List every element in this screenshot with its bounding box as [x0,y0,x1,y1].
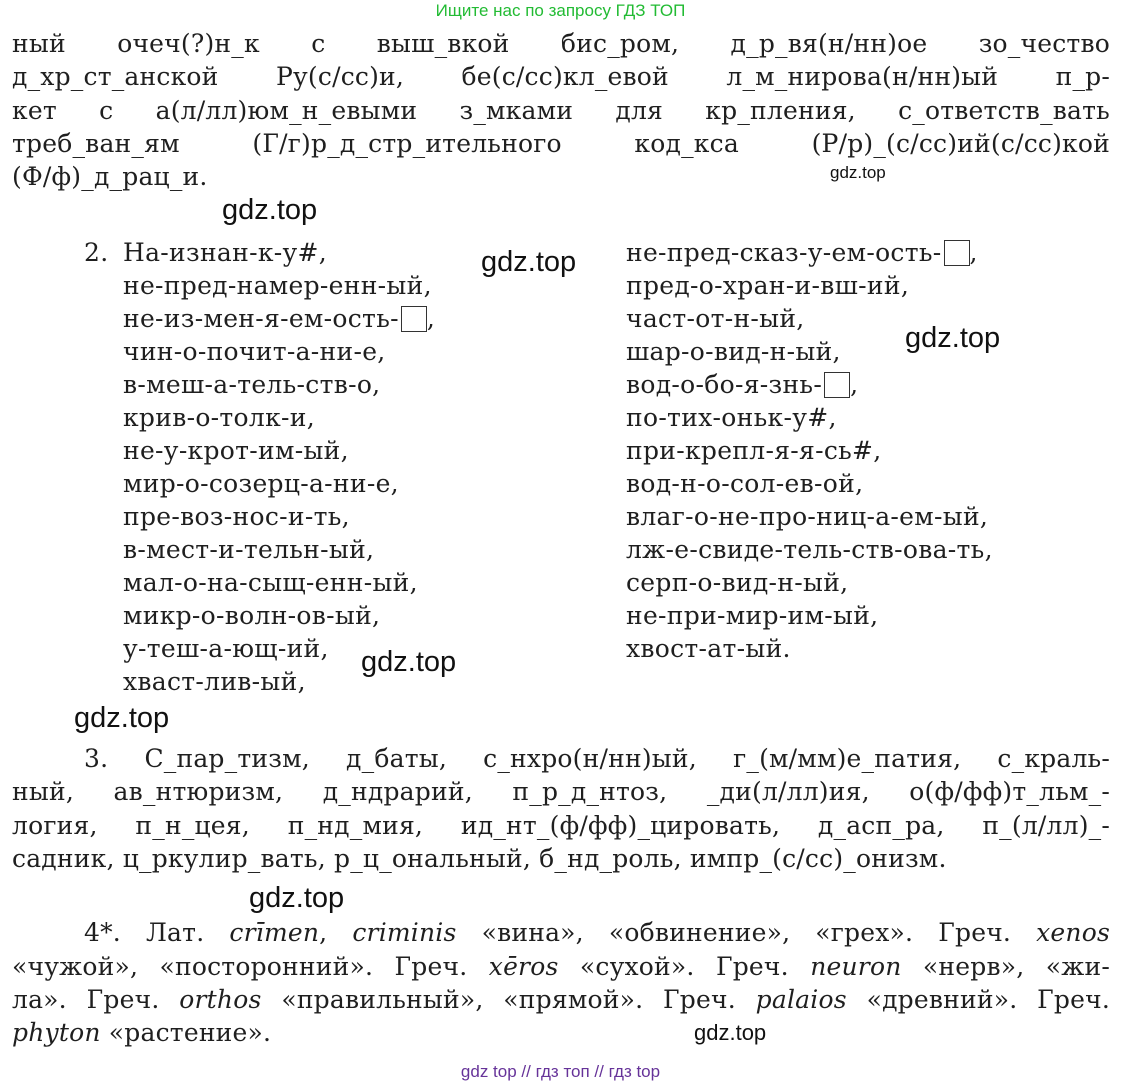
watermark: gdz.top [905,322,1001,354]
list-item: при-крепл-я-я-сь#, [626,436,882,465]
list-item: влаг-о-не-про-ниц-а-ем-ый, [626,502,989,531]
list-item: у-теш-а-ющ-ий, [123,634,329,663]
list-item: чин-о-почит-а-ни-е, [123,337,386,366]
task3-line-4: садник, ц_ркулир_вать, р_ц_ональный, б_нд_роль, импр_(с/сс)_онизм. [12,844,947,873]
task4-line-1: 4*. Лат. crīmen, criminis «вина», «обвинение», «грех». Греч. xenos [84,918,1111,947]
list-item: част-от-н-ый, [626,304,805,333]
empty-box-icon [401,306,427,332]
list-item: пре-воз-нос-и-ть, [123,502,350,531]
intro-line-1: ный очеч(?)н_к с выш_вкой бис_ром, д_р_вя(н/нн)ое зо_чество [12,29,1110,58]
intro-line-4: треб_ван_ям (Г/г)р_д_стр_ительного код_кса (Р/р)_(с/сс)ий(с/сс)кой [12,129,1110,158]
list-item: вод-н-о-сол-ев-ой, [626,469,864,498]
task4-line-3: ла». Греч. orthos «правильный», «прямой». Греч. palaios «древний». Греч. [12,985,1110,1014]
list-item: пред-о-хран-и-вш-ий, [626,271,910,300]
intro-line-3: кет с а(л/лл)юм_н_евыми з_мками для кр_пления, с_ответств_вать [12,96,1110,125]
task3-line-3: логия, п_н_цея, п_нд_мия, ид_нт_(ф/фф)_цировать, д_асп_ра, п_(л/лл)_- [12,811,1110,840]
list-item: На-изнан-к-у#, [123,238,328,267]
intro-line-5: (Ф/ф)_д_рац_и. [12,162,208,191]
watermark: gdz.top [222,194,318,226]
list-item: хвост-ат-ый. [626,634,791,663]
watermark: gdz.top [361,646,457,678]
list-item: мал-о-на-сыщ-енн-ый, [123,568,418,597]
task2-right-column [626,236,993,665]
task2-left-column [123,236,435,698]
watermark: gdz.top [830,163,886,182]
task4-line-2: «чужой», «посторонний». Греч. xēros «сухой». Греч. neuron «нерв», «жи- [12,952,1110,981]
watermark: gdz.top [694,1020,767,1045]
list-item: мир-о-созерц-а-ни-е, [123,469,399,498]
intro-line-2: д_хр_ст_анской Ру(с/сс)и, бе(с/сс)кл_евой л_м_нирова(н/нн)ый п_р- [12,62,1110,91]
task4-line-4: phyton «растение». [12,1018,272,1047]
list-item: серп-о-вид-н-ый, [626,568,849,597]
watermark: gdz.top [249,882,345,914]
list-item: не-пред-намер-енн-ый, [123,271,432,300]
list-item: не-из-мен-я-ем-ость- , [123,304,436,333]
task3-line-2: ный, ав_нтюризм, д_ндрарий, п_р_д_нтоз, _ди(л/лл)ия, о(ф/фф)т_льм_- [12,777,1110,806]
list-item: не-при-мир-им-ый, [626,601,879,630]
watermark: gdz.top [481,246,577,278]
list-item: лж-е-свиде-тель-ств-ова-ть, [626,535,993,564]
list-item: хваст-лив-ый, [123,667,306,696]
task2-number: 2. [84,238,109,267]
list-item: не-пред-сказ-у-ем-ость- , [626,238,978,267]
list-item: в-мест-и-тельн-ый, [123,535,375,564]
watermark: gdz.top [74,702,170,734]
task3-line-1: 3. С_пар_тизм, д_баты, с_нхро(н/нн)ый, г_(м/мм)е_патия, с_краль- [84,744,1110,773]
list-item: по-тих-оньк-у#, [626,403,837,432]
list-item: в-меш-а-тель-ств-о, [123,370,381,399]
list-item: вод-о-бо-я-знь- , [626,370,859,399]
empty-box-icon [824,372,850,398]
list-item: не-у-крот-им-ый, [123,436,349,465]
bottom-links[interactable]: gdz top // гдз топ // гдз top [460,1062,661,1081]
list-item: крив-о-толк-и, [123,403,315,432]
top-banner[interactable]: Ищите нас по запросу ГДЗ ТОП [435,1,686,20]
list-item: микр-о-волн-ов-ый, [123,601,381,630]
list-item: шар-о-вид-н-ый, [626,337,841,366]
empty-box-icon [944,240,970,266]
